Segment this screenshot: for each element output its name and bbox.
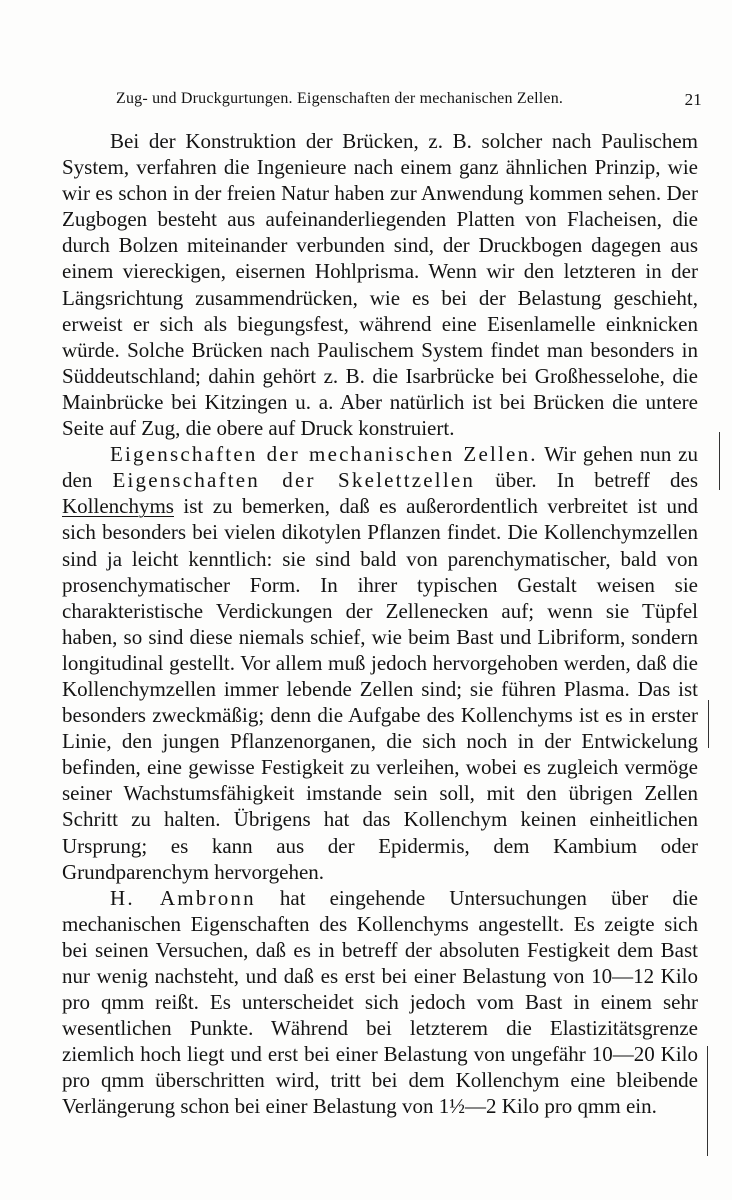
margin-mark <box>707 1046 708 1156</box>
paragraph-mechanical-cells <box>62 441 698 885</box>
margin-mark <box>719 432 720 490</box>
underlined-term: Kollenchyms <box>62 494 174 519</box>
paragraph-text-segment: ist zu bemerken, daß es außerordentlich verbreitet ist und sich besonders bei vielen dikotylen Pflanzen findet. Die Kollenchymzellen sind ja leicht kenntlich: sie sind bald von parenchymatischer, bald von prosenchymatischer Form. In ihrer typischen Gestalt weisen sie charakteristische Verdickungen der Zellenecken auf; wenn sie Tüpfel haben, so sind diese niemals schief, wie beim Bast und Libriform, sondern longitudinal gestellt. Vor allem muß jedoch hervorgehoben werden, daß die Kollenchymzellen immer lebende Zellen sind; sie führen Plasma. Das ist besonders zweckmäßig; denn die Aufgabe des Kollenchyms ist es in erster Linie, den jungen Pflanzenorganen, die sich noch in der Entwickelung befinden, eine gewisse Festigkeit zu verleihen, wobei es zugleich vermöge seiner Wachstumsfähigkeit imstande sein soll, mit den übrigen Zellen Schritt zu halten. Übrigens hat das Kollenchym keinen einheitlichen Ursprung; es kann aus der Epidermis, dem Kambium oder Grundparenchym hervorgehen. <box>62 494 698 884</box>
page-number: 21 <box>684 90 702 109</box>
paragraph-bridges: Bei der Konstruktion der Brücken, z. B. solcher nach Paulischem System, verfahren die Ingenieure nach einem ganz ähnlichen Prinzip, wie wir es schon in der freien Natur haben zur Anwendung kommen sehen. Der Zugbogen besteht aus aufeinanderliegenden Platten von Flacheisen, die durch Bolzen miteinander verbunden sind, der Druckbogen dagegen aus einem viereckigen, eisernen Hohlprisma. Wenn wir den letzteren in der Längsrichtung zusammendrücken, wie es bei der Belastung geschieht, erweist er sich als biegungsfest, während eine Eisenlamelle einknicken würde. Solche Brücken nach Paulischem System findet man besonders in Süddeutschland; dahin gehört z. B. die Isarbrücke bei Großhesselohe, die Mainbrücke bei Kitzingen u. a. Aber natürlich ist bei Brücken die untere Seite auf Zug, die obere auf Druck konstruiert. <box>62 129 698 441</box>
running-head <box>116 90 702 112</box>
paragraph-text-segment: über. In betreff des <box>475 468 698 493</box>
paragraph-text-segment: Wir gehen nun zu den <box>62 442 698 493</box>
paragraph-ambronn <box>62 885 698 1120</box>
running-head-title: Zug- und Druckgurtungen. Eigenschaften der mechanischen Zellen. <box>116 90 564 107</box>
section-heading: Eigenschaften der mechanischen Zellen. <box>110 442 538 467</box>
body-text <box>62 128 698 1120</box>
emphasized-term: Eigenschaften der Skelettzellen <box>112 468 476 493</box>
paragraph-text-segment: hat eingehende Untersuchungen über die mechanischen Eigenschaften des Kollenchyms angestellt. Es zeigte sich bei seinen Versuchen, daß es in betreff der absoluten Festigkeit dem Bast nur wenig nachsteht, und daß es erst bei einer Belastung von 10—12 Kilo pro qmm reißt. Es unterscheidet sich jedoch vom Bast in einem sehr wesentlichen Punkte. Während bei letzterem die Elastizitätsgrenze ziemlich hoch liegt und erst bei einer Belastung von ungefähr 10—20 Kilo pro qmm überschritten wird, tritt bei dem Kollenchym eine bleibende Verlängerung schon bei einer Belastung von 1½—2 Kilo pro qmm ein. <box>62 885 698 1119</box>
margin-mark <box>708 700 709 748</box>
author-name: H. Ambronn <box>110 885 256 910</box>
